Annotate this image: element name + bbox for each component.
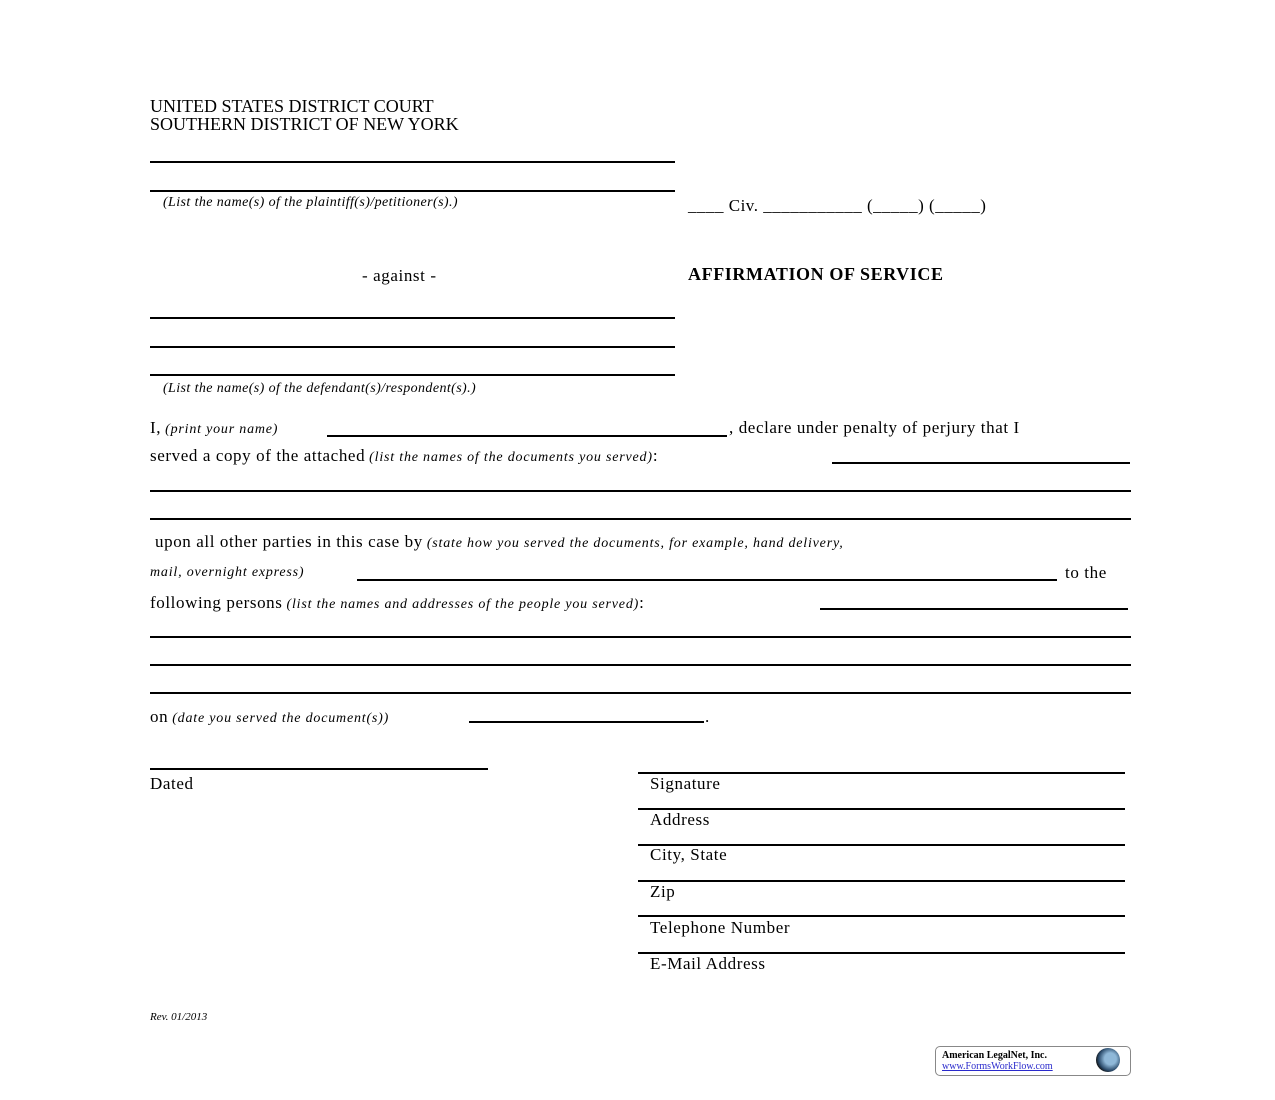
zip-label: Zip: [650, 882, 676, 901]
method-hint: mail, overnight express): [150, 565, 305, 580]
paragraph-line-2: served a copy of the attached (list the names of the documents you served):: [150, 446, 659, 465]
signature-label: Signature: [650, 774, 721, 793]
zip-field[interactable]: [638, 880, 1125, 882]
paragraph-line-6: on (date you served the document(s)): [150, 707, 390, 726]
plaintiff-line-2[interactable]: [150, 190, 675, 192]
method-field[interactable]: [357, 579, 1057, 581]
dated-field[interactable]: [150, 768, 488, 770]
defendant-hint: (List the name(s) of the defendant(s)/respondent(s).): [163, 381, 477, 396]
address-field[interactable]: [638, 808, 1125, 810]
paragraph-line-1: I, (print your name): [150, 418, 279, 437]
defendant-line-1[interactable]: [150, 317, 675, 319]
date-served-field[interactable]: [469, 721, 704, 723]
against-label: - against -: [362, 266, 437, 285]
telephone-label: Telephone Number: [650, 918, 791, 937]
logo-name: American LegalNet, Inc.: [942, 1050, 1047, 1061]
persons-line-2[interactable]: [150, 636, 1131, 638]
persons-line-4[interactable]: [150, 692, 1131, 694]
dated-label: Dated: [150, 774, 194, 793]
legalnet-logo[interactable]: [935, 1046, 1131, 1076]
persons-field[interactable]: [820, 608, 1128, 610]
city-state-label: City, State: [650, 845, 728, 864]
plaintiff-hint: (List the name(s) of the plaintiff(s)/petitioner(s).): [163, 195, 458, 210]
revision-label: Rev. 01/2013: [150, 1011, 208, 1023]
persons-line-3[interactable]: [150, 664, 1131, 666]
district-name: SOUTHERN DISTRICT OF NEW YORK: [150, 114, 459, 134]
defendant-line-2[interactable]: [150, 346, 675, 348]
globe-icon: [1096, 1048, 1120, 1072]
document-title: AFFIRMATION OF SERVICE: [688, 264, 944, 284]
civ-number[interactable]: ____ Civ. ___________ (_____) (_____): [688, 196, 987, 215]
email-label: E-Mail Address: [650, 954, 766, 973]
declare-text: , declare under penalty of perjury that I: [729, 418, 1020, 437]
court-name: UNITED STATES DISTRICT COURT: [150, 96, 434, 116]
paragraph-line-3: upon all other parties in this case by (state how you served the documents, for example, hand delivery,: [155, 532, 844, 551]
documents-line-2[interactable]: [150, 490, 1131, 492]
logo-url[interactable]: www.FormsWorkFlow.com: [942, 1061, 1053, 1072]
plaintiff-line-1[interactable]: [150, 161, 675, 163]
telephone-field[interactable]: [638, 915, 1125, 917]
paragraph-line-5: following persons (list the names and addresses of the people you served):: [150, 593, 645, 612]
documents-line-3[interactable]: [150, 518, 1131, 520]
defendant-line-3[interactable]: [150, 374, 675, 376]
to-the-text: to the: [1065, 563, 1107, 582]
address-label: Address: [650, 810, 710, 829]
period: .: [705, 707, 710, 726]
name-field[interactable]: [327, 435, 727, 437]
documents-field[interactable]: [832, 462, 1130, 464]
